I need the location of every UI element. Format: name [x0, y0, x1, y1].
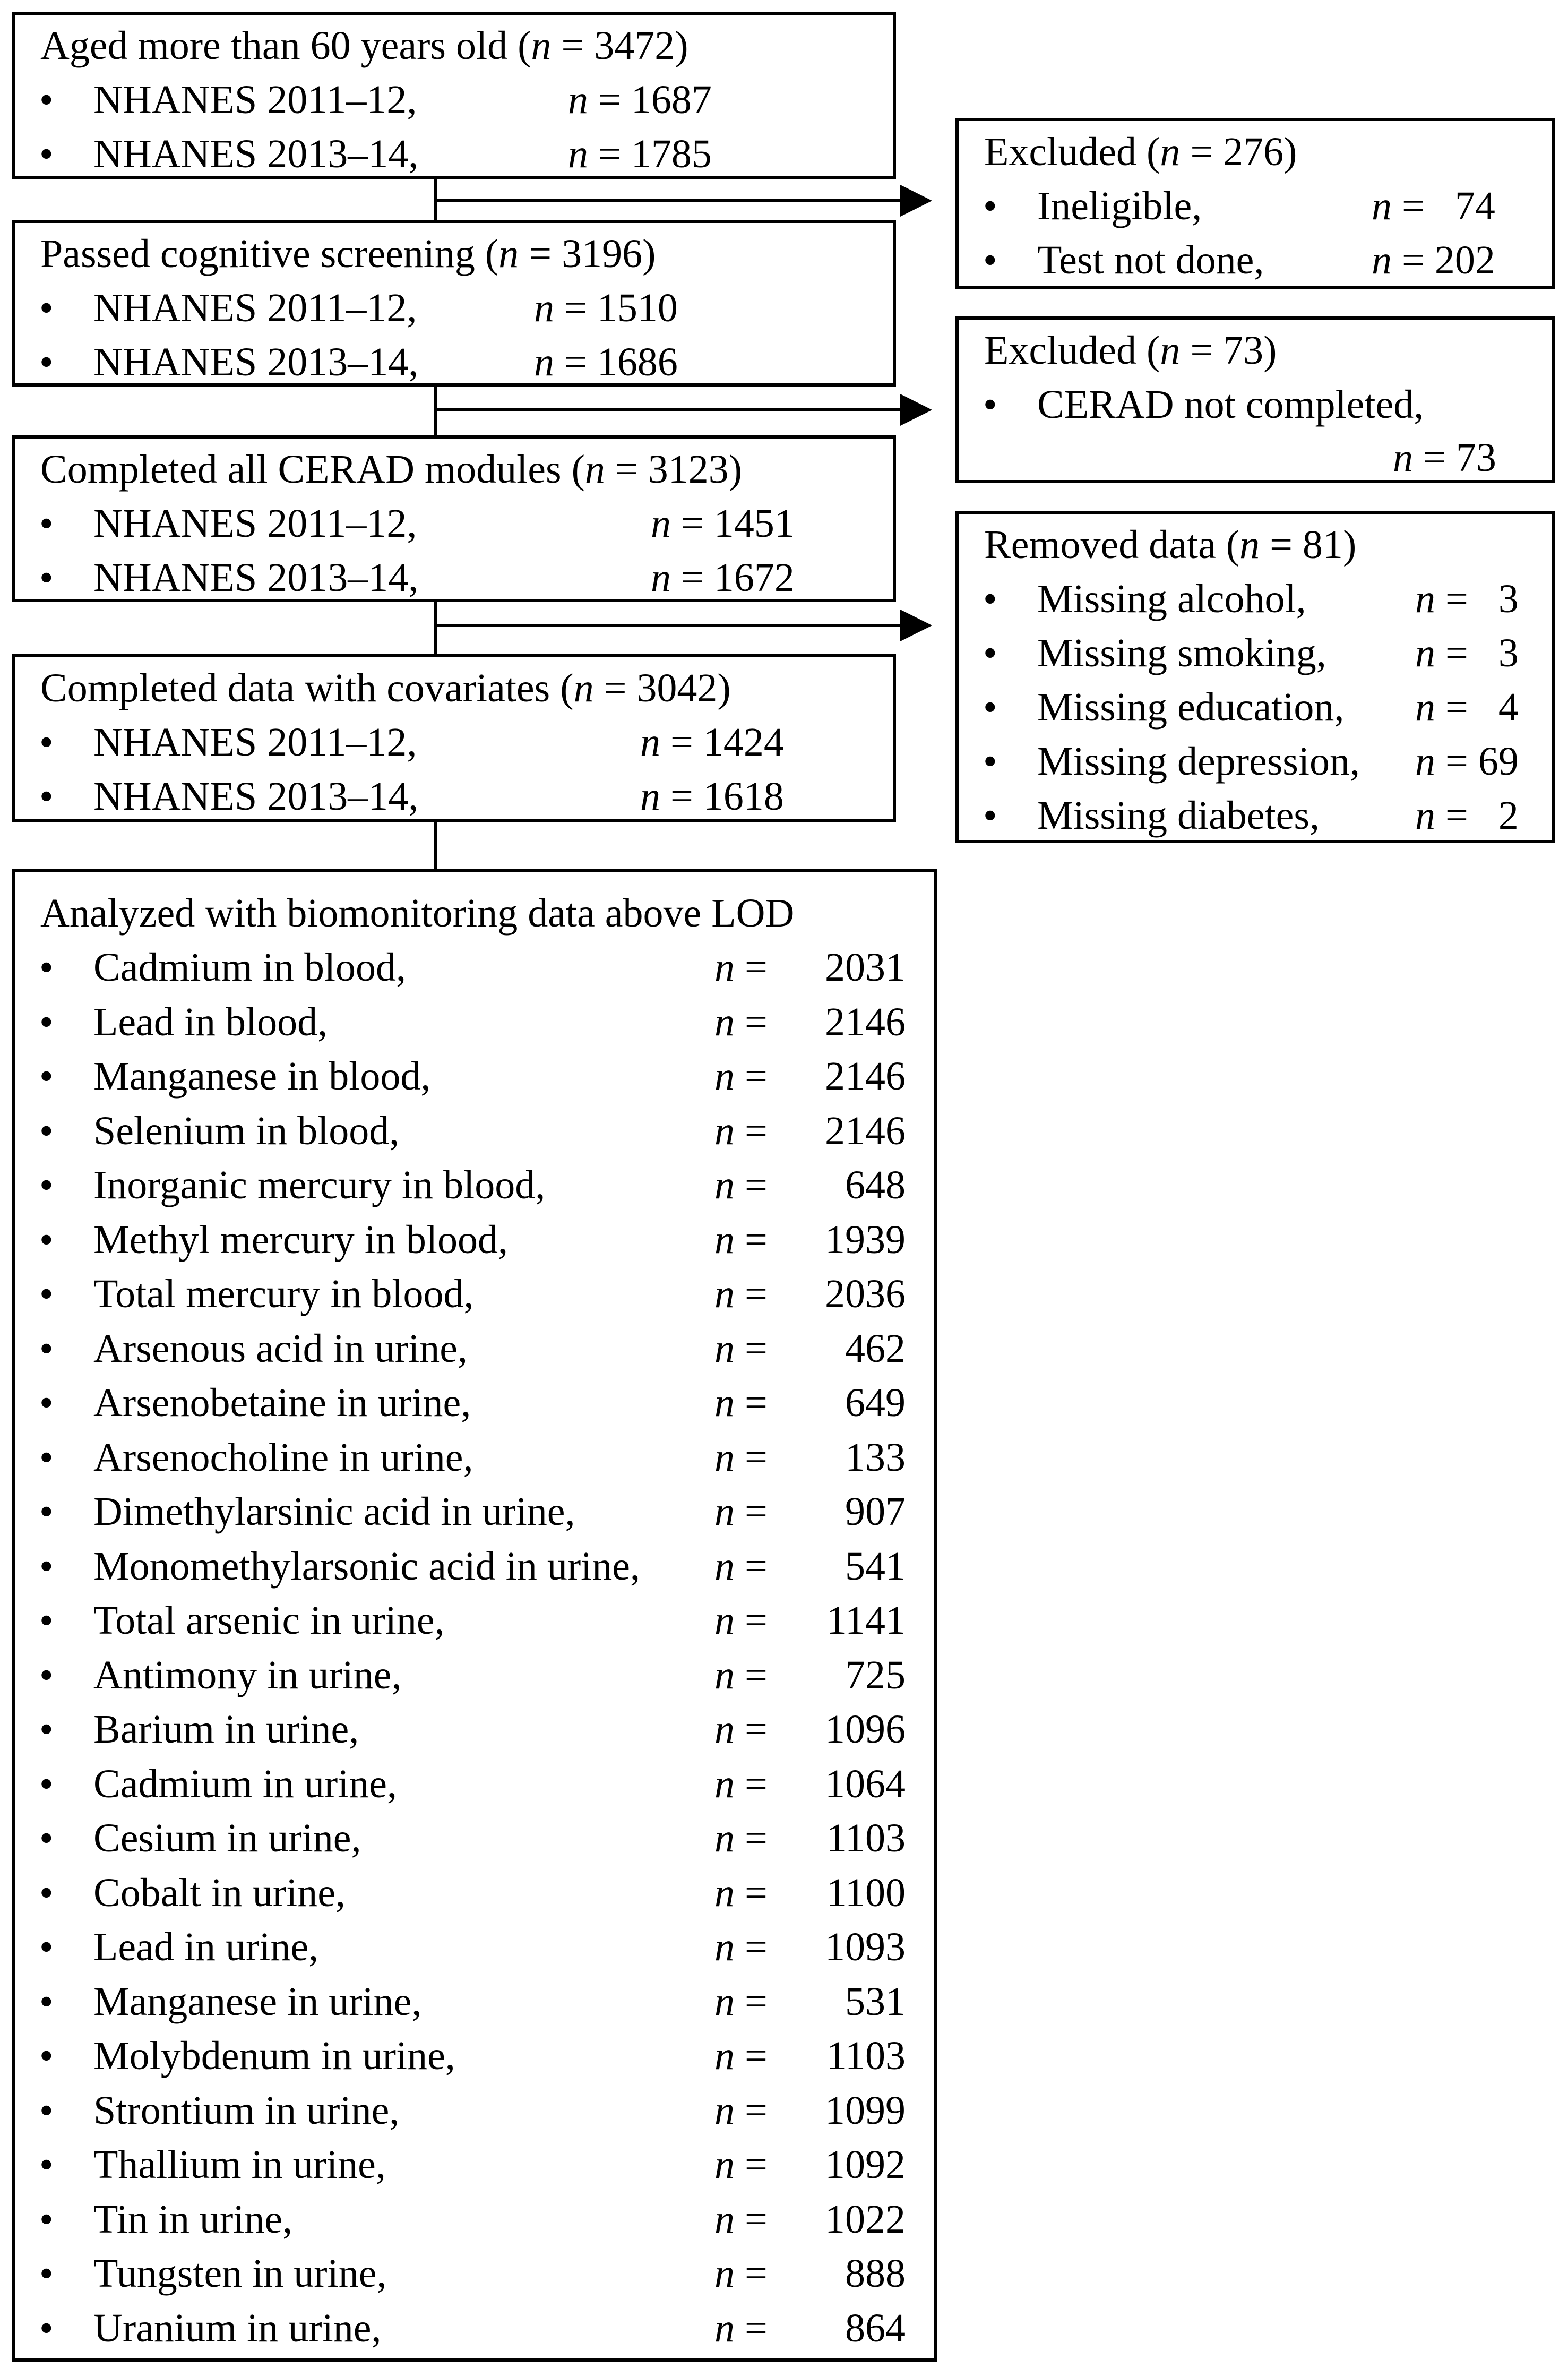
aged-item-label: NHANES 2013–14, — [93, 132, 419, 176]
bullet-icon: • — [39, 1979, 54, 2024]
bullet-icon: • — [39, 2142, 54, 2187]
analyzed-item-label: Manganese in blood, — [93, 1054, 431, 1099]
aged-item-count: n = 1785 — [568, 132, 712, 176]
analyzed-item-count: n = 1100 — [714, 1871, 906, 1915]
excluded-ineligible-box — [955, 118, 1555, 289]
covariates-box — [12, 654, 896, 822]
bullet-icon: • — [39, 340, 54, 384]
analyzed-item-label: Monomethylarsonic acid in urine, — [93, 1544, 640, 1589]
analyzed-item-count: n = 1064 — [714, 1762, 906, 1806]
analyzed-item-count: n = 725 — [714, 1653, 906, 1697]
bullet-icon: • — [39, 1000, 54, 1044]
excluded1-item-count: n = 74 — [1372, 184, 1495, 228]
bullet-icon: • — [39, 1272, 54, 1316]
removed-item-label: Missing depression, — [1037, 739, 1360, 784]
bullet-icon: • — [39, 2088, 54, 2133]
removed-item-count: n = 2 — [1415, 793, 1519, 838]
analyzed-item-label: Methyl mercury in blood, — [93, 1217, 508, 1262]
analyzed-item-count: n = 1096 — [714, 1707, 906, 1752]
aged-item-count: n = 1687 — [568, 78, 712, 122]
bullet-icon: • — [39, 2306, 54, 2351]
excluded1-title: Excluded (n = 276) — [984, 130, 1297, 174]
bullet-icon: • — [983, 184, 997, 228]
analyzed-item-label: Arsenocholine in urine, — [93, 1435, 473, 1480]
analyzed-item-count: n = 864 — [714, 2306, 906, 2351]
bullet-icon: • — [39, 1109, 54, 1153]
covariates-title: Completed data with covariates (n = 3042) — [40, 666, 731, 710]
analyzed-item-count: n = 1093 — [714, 1925, 906, 1969]
bullet-icon: • — [39, 720, 54, 765]
bullet-icon: • — [39, 2251, 54, 2296]
bullet-icon: • — [39, 1598, 54, 1643]
analyzed-item-count: n = 2031 — [714, 945, 906, 990]
cerad-item-count: n = 1672 — [651, 555, 795, 600]
analyzed-item-count: n = 1141 — [714, 1598, 906, 1643]
removed-item-count: n = 3 — [1415, 631, 1519, 675]
analyzed-item-label: Dimethylarsinic acid in urine, — [93, 1489, 575, 1534]
analyzed-item-label: Molybdenum in urine, — [93, 2034, 455, 2078]
removed-item-count: n = 3 — [1415, 577, 1519, 621]
bullet-icon: • — [39, 1762, 54, 1806]
covariates-item-label: NHANES 2013–14, — [93, 774, 419, 819]
cerad-item-count: n = 1451 — [651, 501, 795, 546]
bullet-icon: • — [983, 793, 997, 838]
removed-item-label: Missing alcohol, — [1037, 577, 1306, 621]
excluded2-title: Excluded (n = 73) — [984, 328, 1277, 373]
analyzed-item-label: Thallium in urine, — [93, 2142, 386, 2187]
excluded2-item-label: CERAD not completed, — [1037, 382, 1424, 427]
removed-data-box — [955, 511, 1555, 843]
analyzed-item-count: n = 649 — [714, 1380, 906, 1425]
bullet-icon: • — [39, 1217, 54, 1262]
excluded1-item-label: Test not done, — [1037, 238, 1264, 282]
passed-title: Passed cognitive screening (n = 3196) — [40, 231, 656, 276]
analyzed-item-count: n = 2146 — [714, 1109, 906, 1153]
analyzed-item-label: Lead in urine, — [93, 1925, 319, 1969]
excluded1-item-count: n = 202 — [1372, 238, 1495, 282]
bullet-icon: • — [983, 382, 997, 427]
removed-item-count: n = 4 — [1415, 685, 1519, 730]
aged-title: Aged more than 60 years old (n = 3472) — [40, 23, 688, 68]
bullet-icon: • — [39, 555, 54, 600]
analyzed-item-label: Tin in urine, — [93, 2197, 293, 2242]
cerad-item-label: NHANES 2013–14, — [93, 555, 419, 600]
bullet-icon: • — [39, 2034, 54, 2078]
cerad-box — [12, 435, 896, 602]
passed-item-label: NHANES 2013–14, — [93, 340, 419, 384]
passed-item-count: n = 1686 — [534, 340, 678, 384]
bullet-icon: • — [39, 78, 54, 122]
covariates-item-count: n = 1424 — [640, 720, 784, 765]
analyzed-item-count: n = 2146 — [714, 1054, 906, 1099]
bullet-icon: • — [983, 631, 997, 675]
bullet-icon: • — [983, 685, 997, 730]
analyzed-item-count: n = 2146 — [714, 1000, 906, 1044]
analyzed-item-label: Arsenous acid in urine, — [93, 1326, 468, 1371]
bullet-icon: • — [39, 1163, 54, 1207]
bullet-icon: • — [39, 1816, 54, 1860]
removed-item-count: n = 69 — [1415, 739, 1519, 784]
analyzed-item-label: Cadmium in blood, — [93, 945, 406, 990]
analyzed-item-label: Total arsenic in urine, — [93, 1598, 445, 1643]
bullet-icon: • — [39, 1489, 54, 1534]
bullet-icon: • — [983, 577, 997, 621]
bullet-icon: • — [39, 1653, 54, 1697]
bullet-icon: • — [39, 132, 54, 176]
bullet-icon: • — [39, 1925, 54, 1969]
passed-box — [12, 220, 896, 387]
analyzed-title: Analyzed with biomonitoring data above LOD — [40, 891, 795, 936]
bullet-icon: • — [39, 1326, 54, 1371]
analyzed-item-count: n = 1103 — [714, 2034, 906, 2078]
analyzed-item-count: n = 888 — [714, 2251, 906, 2296]
removed-item-label: Missing education, — [1037, 685, 1345, 730]
analyzed-item-count: n = 462 — [714, 1326, 906, 1371]
bullet-icon: • — [39, 1054, 54, 1099]
analyzed-item-count: n = 1022 — [714, 2197, 906, 2242]
analyzed-item-label: Total mercury in blood, — [93, 1272, 474, 1316]
analyzed-item-label: Arsenobetaine in urine, — [93, 1380, 471, 1425]
analyzed-item-label: Barium in urine, — [93, 1707, 359, 1752]
analyzed-item-label: Strontium in urine, — [93, 2088, 400, 2133]
excluded2-item-count: n = 73 — [1393, 435, 1496, 480]
covariates-item-count: n = 1618 — [640, 774, 784, 819]
bullet-icon: • — [39, 945, 54, 990]
analyzed-item-count: n = 907 — [714, 1489, 906, 1534]
aged-box — [12, 12, 896, 179]
analyzed-item-count: n = 1103 — [714, 1816, 906, 1860]
analyzed-item-count: n = 2036 — [714, 1272, 906, 1316]
cerad-title: Completed all CERAD modules (n = 3123) — [40, 447, 743, 492]
analyzed-item-label: Cadmium in urine, — [93, 1762, 398, 1806]
passed-item-label: NHANES 2011–12, — [93, 286, 417, 330]
analyzed-item-count: n = 1939 — [714, 1217, 906, 1262]
bullet-icon: • — [39, 1380, 54, 1425]
analyzed-item-count: n = 531 — [714, 1979, 906, 2024]
excluded1-item-label: Ineligible, — [1037, 184, 1202, 228]
removed-item-label: Missing diabetes, — [1037, 793, 1320, 838]
analyzed-item-count: n = 541 — [714, 1544, 906, 1589]
analyzed-item-count: n = 133 — [714, 1435, 906, 1480]
bullet-icon: • — [983, 739, 997, 784]
analyzed-item-label: Uranium in urine, — [93, 2306, 382, 2351]
analyzed-item-label: Selenium in blood, — [93, 1109, 400, 1153]
removed-title: Removed data (n = 81) — [984, 522, 1357, 567]
excluded-cerad-box — [955, 316, 1555, 483]
covariates-item-label: NHANES 2011–12, — [93, 720, 417, 765]
bullet-icon: • — [39, 1871, 54, 1915]
aged-item-label: NHANES 2011–12, — [93, 78, 417, 122]
bullet-icon: • — [39, 1707, 54, 1752]
bullet-icon: • — [39, 2197, 54, 2242]
analyzed-item-count: n = 648 — [714, 1163, 906, 1207]
analyzed-item-label: Cobalt in urine, — [93, 1871, 346, 1915]
analyzed-item-label: Antimony in urine, — [93, 1653, 402, 1697]
analyzed-item-count: n = 1092 — [714, 2142, 906, 2187]
analyzed-item-label: Inorganic mercury in blood, — [93, 1163, 546, 1207]
analyzed-item-label: Tungsten in urine, — [93, 2251, 387, 2296]
analyzed-item-label: Manganese in urine, — [93, 1979, 422, 2024]
cerad-item-label: NHANES 2011–12, — [93, 501, 417, 546]
bullet-icon: • — [39, 774, 54, 819]
removed-item-label: Missing smoking, — [1037, 631, 1326, 675]
passed-item-count: n = 1510 — [534, 286, 678, 330]
bullet-icon: • — [39, 286, 54, 330]
analyzed-item-label: Lead in blood, — [93, 1000, 328, 1044]
analyzed-item-label: Cesium in urine, — [93, 1816, 361, 1860]
bullet-icon: • — [39, 501, 54, 546]
bullet-icon: • — [39, 1544, 54, 1589]
bullet-icon: • — [39, 1435, 54, 1480]
analyzed-box — [12, 869, 937, 2362]
analyzed-item-count: n = 1099 — [714, 2088, 906, 2133]
bullet-icon: • — [983, 238, 997, 282]
